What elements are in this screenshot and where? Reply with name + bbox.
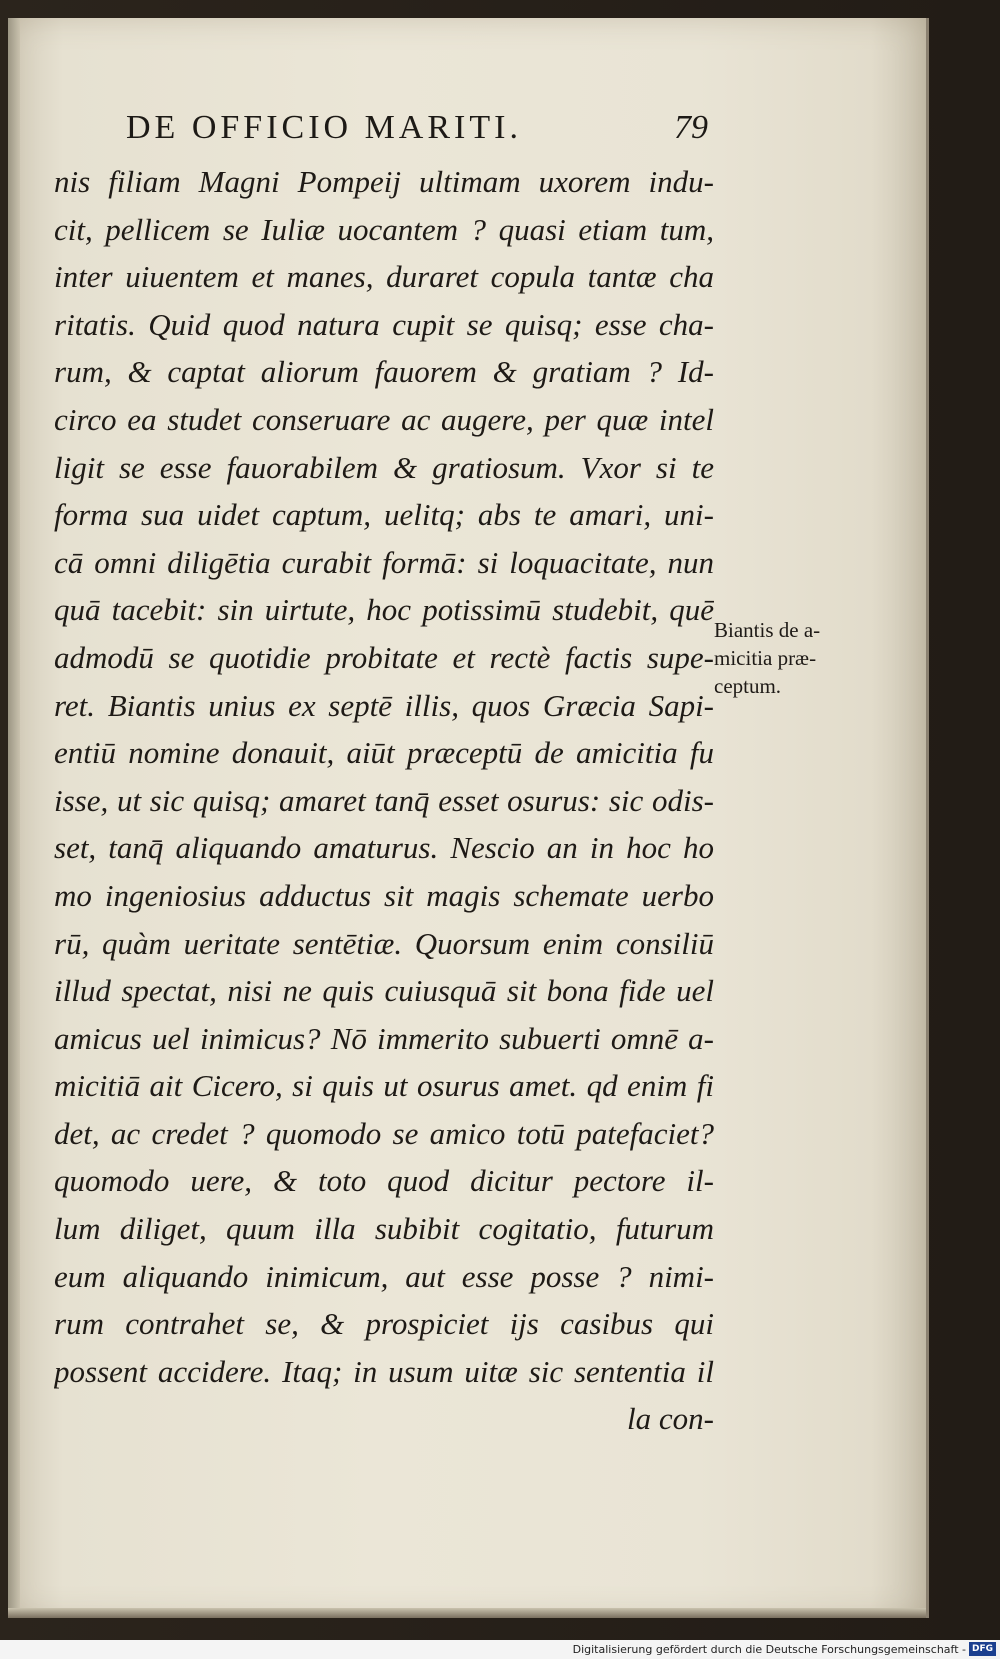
text-line: mo ingeniosius adductus sit magis schemate uerbo [54,877,714,913]
text-line: inter uiuentem et manes, duraret copula tantæ cha [54,259,714,295]
text-line: cā omni diligētia curabit formā: si loquacitate, nun [54,544,714,580]
text-line: cit, pellicem se Iuliæ uocantem ? quasi etiam tum, [54,211,714,247]
page-number: 79 [674,109,708,146]
text-line: illud spectat, nisi ne quis cuiusquā sit bona fide uel [54,973,714,1009]
text-line: isse, ut sic quisq; amaret tanq̄ esset osurus: sic odis- [54,782,714,818]
text-line: eum aliquando inimicum, aut esse posse ? nimi- [54,1258,714,1294]
text-line: admodū se quotidie probitate et rectè factis supe- [54,639,714,675]
marginal-note [714,616,864,700]
text-line: amicus uel inimicus? Nō immerito subuerti omnē a- [54,1020,714,1056]
text-line: rū, quàm ueritate sentētiæ. Quorsum enim consiliū [54,925,714,961]
marginal-note-line: ceptum. [714,674,782,698]
text-line: lum diliget, quum illa subibit cogitatio, futurum [54,1211,714,1247]
page-gutter-edge [8,18,20,1618]
text-line: ligit se esse fauorabilem & gratiosum. Vxor si te [54,449,714,485]
page-header [126,104,708,152]
marginal-note-line: micitia præ- [714,646,817,670]
catchword: la con- [627,1401,714,1437]
marginal-note-line: Biantis de a- [714,618,821,642]
text-line: rum, & captat aliorum fauorem & gratiam ? Id- [54,354,714,390]
funding-credit: Digitalisierung gefördert durch die Deutsche Forschungsgemeinschaft - [572,1643,966,1656]
text-line: entiū nomine donauit, aiūt præceptū de amicitia fu [54,735,714,771]
text-line: circo ea studet conseruare ac augere, per quæ intel [54,401,714,437]
text-line: quā tacebit: sin uirtute, hoc potissimū studebit, quē [54,592,714,628]
text-line: det, ac credet ? quomodo se amico totū patefaciet? [54,1115,714,1151]
dfg-logo-icon: DFG [969,1642,996,1656]
text-line: ritatis. Quid quod natura cupit se quisq; esse cha- [54,306,714,342]
text-line: nis filiam Magni Pompeij ultimam uxorem indu- [54,164,714,199]
text-line: possent accidere. Itaq; in usum uitæ sic sententia il [54,1353,714,1389]
text-line: set, tanq̄ aliquando amaturus. Nescio an in hoc ho [54,830,714,866]
text-line: rum contrahet se, & prospiciet ijs casibus qui [54,1306,714,1342]
text-line: ret. Biantis unius ex septē illis, quos Græcia Sapi- [54,687,714,723]
text-line: forma sua uidet captum, uelitq; abs te amari, uni- [54,497,714,533]
text-line: micitiā ait Cicero, si quis ut osurus amet. qd enim fi [54,1068,714,1104]
running-title: DE OFFICIO MARITI. [126,109,522,146]
body-text [54,158,714,1443]
text-line: quomodo uere, & toto quod dicitur pectore il- [54,1163,714,1199]
page-bottom-edge [8,1608,926,1618]
